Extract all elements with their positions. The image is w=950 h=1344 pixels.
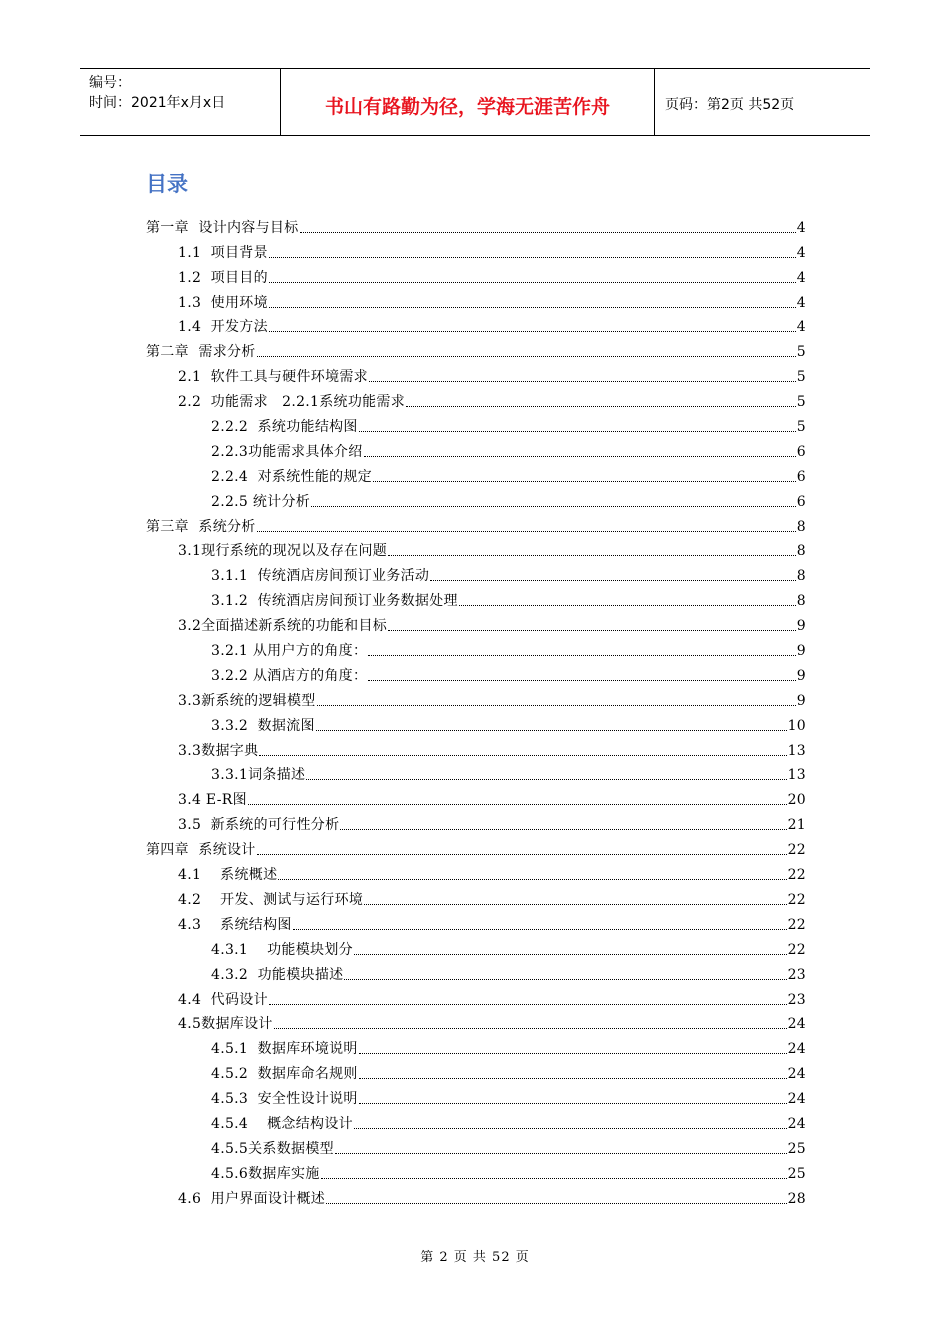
toc-entry-label: 4.6 用户界面设计概述 [178, 1190, 326, 1207]
toc-entry-page: 9 [796, 692, 806, 709]
toc-dot-leader [364, 455, 796, 457]
toc-dot-leader [406, 405, 796, 407]
toc-entry-page: 4 [796, 269, 806, 286]
toc-entry-page: 4 [796, 319, 806, 336]
toc-dot-leader [388, 629, 796, 631]
toc-entry-page: 22 [787, 891, 806, 908]
toc-entry[interactable] [146, 1058, 806, 1083]
toc-entry-page: 9 [796, 643, 806, 660]
toc-entry[interactable] [146, 1108, 806, 1133]
toc-entry-label: 第三章 系统分析 [146, 518, 256, 535]
toc-entry-label: 4.4 代码设计 [178, 991, 268, 1008]
toc-entry-page: 4 [796, 244, 806, 261]
toc-entry-page: 9 [796, 667, 806, 684]
toc-entry-label: 4.2 开发、测试与运行环境 [178, 891, 364, 908]
toc-entry-label: 3.5 新系统的可行性分析 [178, 817, 340, 834]
toc-entry-label: 4.1 系统概述 [178, 867, 278, 884]
toc-entry[interactable] [146, 959, 806, 984]
page-footer: 第 2 页 共 52 页 [420, 1250, 530, 1265]
toc-dot-leader [359, 1077, 787, 1079]
toc-entry-label: 2.2 功能需求 2.2.1系统功能需求 [178, 394, 406, 411]
toc-dot-leader [373, 480, 796, 482]
toc-entry-page: 5 [796, 369, 806, 386]
toc-entry-page: 9 [796, 618, 806, 635]
toc-entry[interactable] [146, 1183, 806, 1208]
toc-entry[interactable] [146, 411, 806, 436]
toc-dot-leader [359, 1052, 787, 1054]
toc-entry-label: 2.2.4 对系统性能的规定 [211, 468, 373, 485]
toc-dot-leader [368, 654, 796, 656]
toc-entry[interactable] [146, 859, 806, 884]
toc-dot-leader [321, 1177, 787, 1179]
toc-entry[interactable] [146, 984, 806, 1009]
toc-entry-page: 21 [787, 817, 806, 834]
toc-entry[interactable] [146, 486, 806, 511]
toc-dot-leader [326, 1202, 787, 1204]
toc-dot-leader [257, 530, 796, 532]
toc-entry[interactable] [146, 237, 806, 262]
toc-entry-page: 4 [796, 219, 806, 236]
toc-entry-label: 3.1.2 传统酒店房间预订业务数据处理 [211, 593, 458, 610]
toc-entry-label: 2.2.5 统计分析 [211, 493, 311, 510]
toc-entry-page: 8 [796, 518, 806, 535]
toc-entry[interactable] [146, 312, 806, 337]
toc-entry[interactable] [146, 436, 806, 461]
toc-dot-leader [388, 554, 796, 556]
toc-entry-page: 22 [787, 842, 806, 859]
toc-entry-label: 3.2.2 从酒店方的角度： [211, 667, 368, 684]
toc-entry[interactable] [146, 536, 806, 561]
toc-entry-label: 3.3.2 数据流图 [211, 717, 315, 734]
toc-entry[interactable] [146, 635, 806, 660]
toc-dot-leader [257, 853, 787, 855]
toc-entry-page: 28 [787, 1190, 806, 1207]
toc-entry-label: 4.3.1 功能模块划分 [211, 941, 353, 958]
toc-entry-label: 2.2.3功能需求具体介绍 [211, 443, 363, 460]
toc-entry-label: 3.1.1 传统酒店房间预订业务活动 [211, 568, 430, 585]
toc-entry-page: 25 [787, 1165, 806, 1182]
toc-entry[interactable] [146, 685, 806, 710]
toc-entry[interactable] [146, 212, 806, 237]
toc-entry-label: 4.5.5关系数据模型 [211, 1140, 334, 1157]
toc-entry-label: 1.2 项目目的 [178, 269, 268, 286]
toc-entry-page: 5 [796, 394, 806, 411]
toc-dot-leader [359, 430, 796, 432]
toc-dot-leader [459, 604, 796, 606]
toc-entry[interactable] [146, 287, 806, 312]
toc-entry[interactable] [146, 660, 806, 685]
toc-entry-label: 4.3.2 功能模块描述 [211, 966, 344, 983]
toc-entry-page: 6 [796, 493, 806, 510]
toc-entry-label: 4.5.3 安全性设计说明 [211, 1091, 358, 1108]
toc-dot-leader [269, 306, 796, 308]
toc-entry[interactable] [146, 760, 806, 785]
toc-dot-leader [354, 1127, 787, 1129]
toc-entry[interactable] [146, 511, 806, 536]
toc-entry-page: 24 [787, 1066, 806, 1083]
toc-entry[interactable] [146, 834, 806, 859]
toc-entry-label: 1.4 开发方法 [178, 319, 268, 336]
toc-entry[interactable] [146, 1009, 806, 1034]
header-motto: 书山有路勤为径，学海无涯苦作舟 [281, 69, 655, 135]
toc-entry-label: 4.3 系统结构图 [178, 916, 292, 933]
toc-entry[interactable] [146, 560, 806, 585]
toc-entry[interactable] [146, 361, 806, 386]
toc-entry-label: 4.5.4 概念结构设计 [211, 1115, 353, 1132]
toc-entry-label: 3.2全面描述新系统的功能和目标 [178, 618, 388, 635]
toc-entry[interactable] [146, 884, 806, 909]
toc-dot-leader [274, 1027, 787, 1029]
toc-dot-leader [269, 281, 796, 283]
toc-dot-leader [354, 953, 787, 955]
toc-dot-leader [248, 803, 787, 805]
header-page-info: 页码：第2页 共52页 [665, 97, 795, 113]
toc-entry-page: 10 [787, 717, 806, 734]
toc-entry-label: 3.3.1词条描述 [211, 767, 306, 784]
toc-entry-page: 6 [796, 468, 806, 485]
toc-entry-label: 4.5.1 数据库环境说明 [211, 1041, 358, 1058]
toc-entry-page: 23 [787, 991, 806, 1008]
toc-dot-leader [306, 778, 786, 780]
toc-entry[interactable] [146, 1083, 806, 1108]
toc-entry[interactable] [146, 809, 806, 834]
header-meta-cell [80, 69, 281, 135]
toc-entry[interactable] [146, 585, 806, 610]
toc-dot-leader [359, 1102, 787, 1104]
toc-entry-page: 5 [796, 419, 806, 436]
toc-entry-label: 1.1 项目背景 [178, 244, 268, 261]
toc-entry[interactable] [146, 262, 806, 287]
toc-entry-label: 4.5.2 数据库命名规则 [211, 1066, 358, 1083]
toc-entry[interactable] [146, 461, 806, 486]
toc-entry-label: 3.3新系统的逻辑模型 [178, 692, 316, 709]
toc-entry[interactable] [146, 909, 806, 934]
toc-entry-page: 25 [787, 1140, 806, 1157]
toc-dot-leader [259, 754, 786, 756]
toc-entry-label: 第一章 设计内容与目标 [146, 219, 299, 236]
toc-entry-page: 13 [787, 742, 806, 759]
toc-dot-leader [430, 579, 796, 581]
toc-entry[interactable] [146, 610, 806, 635]
toc-entry-page: 24 [787, 1041, 806, 1058]
toc-entry-label: 1.3 使用环境 [178, 294, 268, 311]
document-date: 时间：2021年x月x日 [89, 95, 226, 111]
toc-dot-leader [340, 828, 786, 830]
toc-entry-page: 24 [787, 1091, 806, 1108]
toc-entry[interactable] [146, 934, 806, 959]
toc-dot-leader [335, 1152, 787, 1154]
toc-entry-page: 4 [796, 294, 806, 311]
toc-entry-label: 4.5数据库设计 [178, 1016, 273, 1033]
toc-entry-page: 8 [796, 568, 806, 585]
toc-entry-page: 24 [787, 1016, 806, 1033]
toc-dot-leader [269, 330, 796, 332]
toc-entry[interactable] [146, 1133, 806, 1158]
toc-entry-label: 3.2.1 从用户方的角度： [211, 643, 368, 660]
toc-dot-leader [311, 505, 796, 507]
toc-dot-leader [368, 679, 796, 681]
toc-entry-label: 3.4 E-R图 [178, 792, 247, 809]
toc-dot-leader [317, 704, 796, 706]
document-number-label: 编号： [89, 75, 131, 91]
toc-dot-leader [269, 256, 796, 258]
toc-entry-label: 4.5.6数据库实施 [211, 1165, 320, 1182]
toc-entry[interactable] [146, 735, 806, 760]
toc-entry-page: 6 [796, 443, 806, 460]
toc-entry-label: 第四章 系统设计 [146, 842, 256, 859]
toc-entry-page: 8 [796, 593, 806, 610]
toc-dot-leader [278, 878, 786, 880]
toc-entry[interactable] [146, 1033, 806, 1058]
toc-entry-page: 13 [787, 767, 806, 784]
toc-entry-label: 2.1 软件工具与硬件环境需求 [178, 369, 368, 386]
toc-entry-page: 24 [787, 1115, 806, 1132]
toc-dot-leader [344, 978, 786, 980]
toc-title: 目录 [146, 172, 188, 196]
toc-entry-page: 8 [796, 543, 806, 560]
toc-dot-leader [369, 380, 796, 382]
toc-dot-leader [269, 1003, 787, 1005]
table-of-contents [146, 212, 806, 1208]
toc-dot-leader [316, 729, 787, 731]
toc-dot-leader [293, 928, 787, 930]
toc-entry[interactable] [146, 784, 806, 809]
toc-entry-page: 23 [787, 966, 806, 983]
toc-entry-page: 20 [787, 792, 806, 809]
toc-dot-leader [364, 903, 786, 905]
page-header [80, 68, 870, 136]
toc-entry-page: 22 [787, 941, 806, 958]
toc-entry-label: 3.1现行系统的现况以及存在问题 [178, 543, 388, 560]
toc-entry[interactable] [146, 1158, 806, 1183]
toc-entry[interactable] [146, 386, 806, 411]
toc-entry[interactable] [146, 710, 806, 735]
toc-entry-page: 22 [787, 916, 806, 933]
toc-entry-label: 3.3数据字典 [178, 742, 259, 759]
toc-entry[interactable] [146, 336, 806, 361]
toc-entry-label: 2.2.2 系统功能结构图 [211, 419, 358, 436]
toc-entry-page: 5 [796, 344, 806, 361]
toc-entry-label: 第二章 需求分析 [146, 344, 256, 361]
toc-dot-leader [300, 231, 796, 233]
toc-dot-leader [257, 355, 796, 357]
toc-entry-page: 22 [787, 867, 806, 884]
